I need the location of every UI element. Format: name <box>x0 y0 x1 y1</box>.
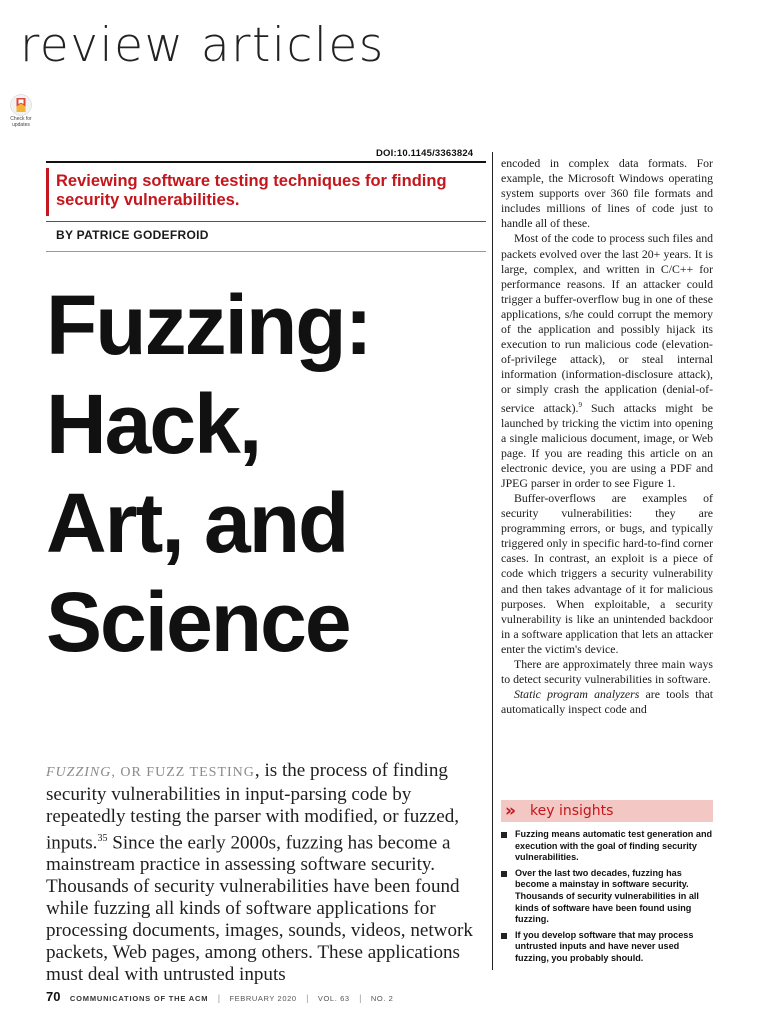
crossmark-label-2: updates <box>12 122 30 128</box>
footer-separator: | <box>306 993 309 1003</box>
headline-line-3: Art, and <box>46 476 348 570</box>
right-column <box>501 156 713 717</box>
double-chevron-icon: » <box>505 801 516 821</box>
lead-comma: , <box>111 765 116 780</box>
deck-rule <box>46 221 486 222</box>
body-paragraph-5-italic: Static program analyzers <box>514 687 640 702</box>
key-insight-item <box>501 829 715 864</box>
issue-volume: VOL. 63 <box>317 994 350 1003</box>
byline: BY PATRICE GODEFROID <box>56 228 209 242</box>
body-paragraph-2-b: Such attacks might be launched by tricking the victim into opening a single malicious document, image, or Web page. If you are reading this article on an electronic device, you are using a PDF and JPEG parser in order to see Figure 1. <box>501 400 713 490</box>
body-paragraph-3: Buffer-overflows are examples of security vulnerabilities: they are programming errors, or bugs, and typically triggered only in specific hard-to-find corner cases. In contrast, an exploit is a piece of code which triggers a security vulnerability and then takes advantage of it for malicious purposes. When exploitable, a security vulnerability is like an unintended backdoor in a software application that lets an attacker enter the victim's device. <box>501 490 713 656</box>
crossmark-label-1: Check for <box>10 116 32 122</box>
body-reference[interactable]: 9 <box>578 400 582 409</box>
lead-reference[interactable]: 35 <box>97 833 108 844</box>
body-paragraph-2 <box>501 231 713 491</box>
article-deck: Reviewing software testing techniques for finding security vulnerabilities. <box>56 172 447 209</box>
square-bullet-icon <box>501 933 507 939</box>
lead-smallcaps-1: FUZZING <box>46 765 112 780</box>
top-rule <box>46 161 486 163</box>
square-bullet-icon <box>501 871 507 877</box>
check-for-updates-badge[interactable] <box>7 94 35 128</box>
key-insight-text: Fuzzing means automatic test generation and execution with the goal of finding security vulnerabilities. <box>515 829 713 863</box>
key-insight-item <box>501 868 715 926</box>
key-insights-header <box>501 800 713 822</box>
lead-text-a: , is the process of finding security vulnerabilities in input-parsing code by repeatedly testing the parser with modified, or fuzzed, inputs. <box>46 760 460 854</box>
lead-smallcaps-2: OR FUZZ TESTING <box>115 765 255 780</box>
publication-name: COMMUNICATIONS OF THE ACM <box>69 994 209 1003</box>
headline-line-2: Hack, <box>46 377 261 471</box>
article-headline <box>46 276 476 672</box>
section-title: review articles <box>20 18 385 73</box>
page-footer <box>46 988 393 1006</box>
square-bullet-icon <box>501 832 507 838</box>
key-insight-text: If you develop software that may process untrusted inputs and have never used fuzzing, you probably should. <box>515 929 694 963</box>
body-paragraph-1: encoded in complex data formats. For example, the Microsoft Windows operating system supports over 360 file formats and includes millions of lines of code just to handle all of these. <box>501 156 713 231</box>
key-insight-text: Over the last two decades, fuzzing has become a mainstay in software security. Thousands of security vulnerabilities in all kinds of software have been found using fuzzing. <box>515 867 699 925</box>
issue-date: FEBRUARY 2020 <box>229 994 297 1003</box>
key-insight-item <box>501 930 715 965</box>
footer-separator: | <box>359 993 362 1003</box>
byline-rule <box>46 251 486 252</box>
headline-line-4: Science <box>46 575 350 669</box>
issue-number: NO. 2 <box>370 994 394 1003</box>
doi-link[interactable]: DOI:10.1145/3363824 <box>376 148 474 159</box>
headline-line-1: Fuzzing: <box>46 278 371 372</box>
key-insights-list <box>501 829 715 969</box>
body-paragraph-2-a: Most of the code to process such files and packets evolved over the last 20+ years. It is large, complex, and written in C/C++ for performance reasons. If an attacker could trigger a buffer-overflow bug in one of these applications, s/he could corrupt the memory of the application and possibly hijack its execution to run malicious code (elevation-of-privilege attack), or steal internal information (information-disclosure attack), or simply crash the application (denial-of-service attack). <box>501 231 713 415</box>
lead-text-b: Since the early 2000s, fuzzing has become a mainstream practice in assessing software security. Thousands of security vulnerabilities have been found while fuzzing all kinds of software applications for processing documents, images, sounds, videos, network packets, Web pages, among others. These applications must deal with untrusted inputs <box>46 832 473 986</box>
crossmark-icon <box>10 94 32 116</box>
footer-separator: | <box>217 993 221 1003</box>
body-paragraph-4: There are approximately three main ways to detect security vulnerabilities in software. <box>501 657 713 687</box>
column-divider <box>492 152 493 970</box>
deck-accent-bar <box>46 168 49 216</box>
body-paragraph-5 <box>501 687 713 717</box>
page-number: 70 <box>46 989 61 1004</box>
lead-paragraph <box>46 760 478 986</box>
body-paragraph-5-rest: are tools that automatically inspect code and <box>501 687 713 717</box>
key-insights-title: key insights <box>530 803 614 819</box>
